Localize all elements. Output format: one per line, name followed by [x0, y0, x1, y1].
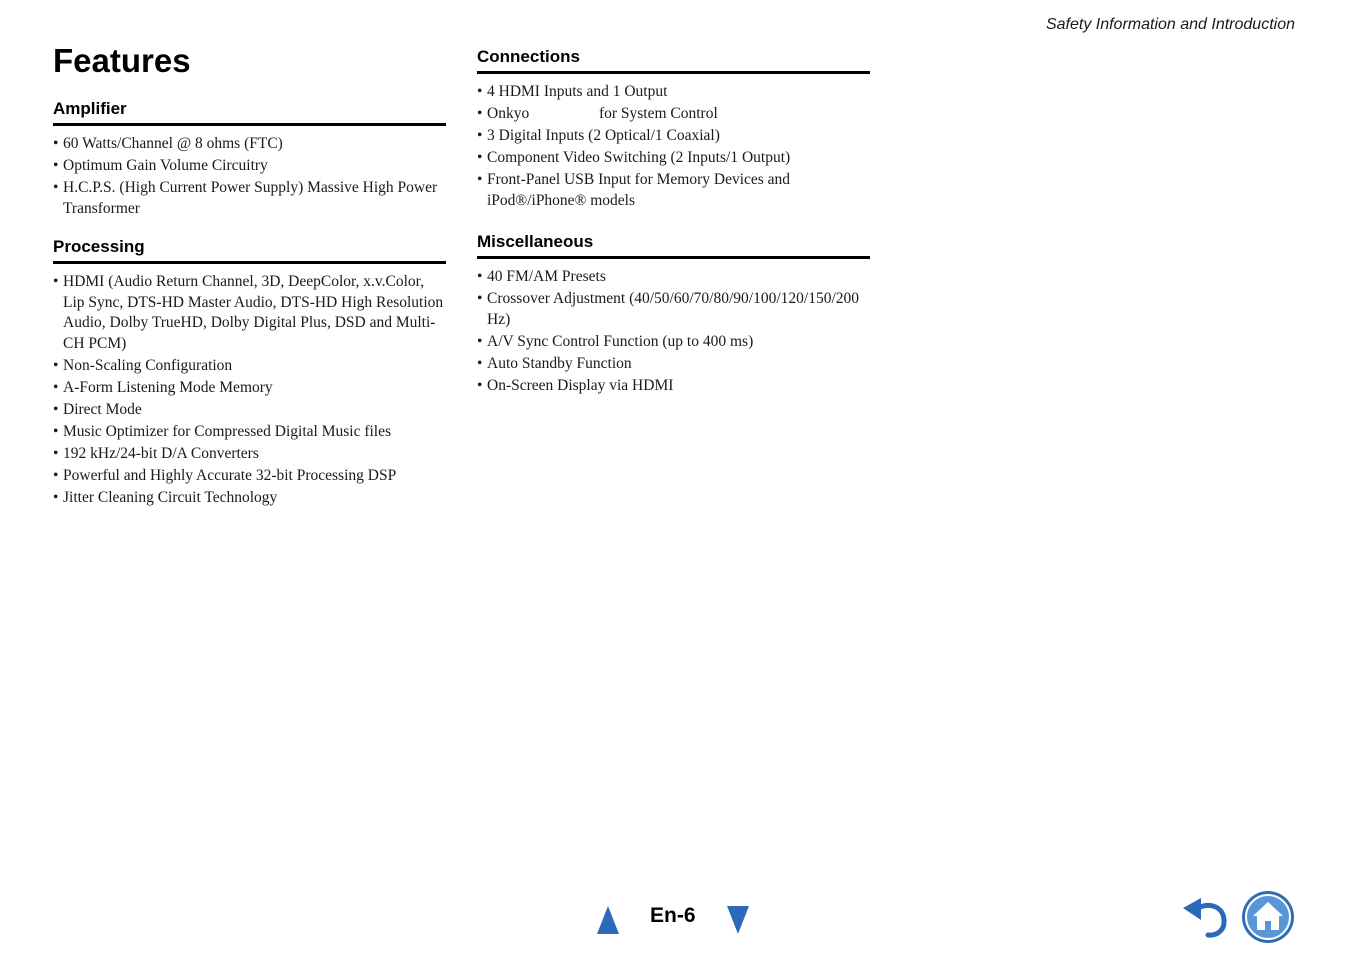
- bullet: •: [477, 268, 483, 285]
- bullet: •: [53, 179, 59, 196]
- next-page-arrow-icon[interactable]: [727, 906, 749, 934]
- list-item: • Music Optimizer for Compressed Digital Music files: [53, 422, 446, 443]
- list-item: • A/V Sync Control Function (up to 400 ms): [477, 332, 870, 353]
- list-item: • Auto Standby Function: [477, 354, 870, 375]
- bullet: •: [53, 273, 59, 290]
- list-item: • HDMI (Audio Return Channel, 3D, DeepColor, x.v.Color, Lip Sync, DTS-HD Master Audio, DTS-HD High Resolution Audio, Dolby TrueHD, Dolby Digital Plus, DSD and Multi-CH PCM): [53, 273, 444, 352]
- bullet: •: [477, 332, 483, 350]
- bullet: •: [53, 444, 59, 462]
- section-heading: Connections: [477, 47, 870, 74]
- list-item: • On-Screen Display via HDMI: [477, 376, 870, 397]
- list-item: • 40 FM/AM Presets: [477, 267, 870, 288]
- feature-list: [477, 267, 870, 396]
- list-item: • Optimum Gain Volume Circuitry: [53, 156, 446, 177]
- feature-list: [477, 82, 870, 211]
- miscellaneous-section: [477, 232, 870, 398]
- home-icon[interactable]: [1241, 890, 1295, 944]
- list-item: • 3 Digital Inputs (2 Optical/1 Coaxial): [477, 126, 870, 147]
- connections-section: [477, 47, 870, 213]
- bullet: •: [53, 422, 59, 440]
- page-title: Features: [53, 42, 191, 79]
- bullet: •: [477, 376, 483, 394]
- feature-list: [53, 134, 446, 219]
- list-item: • A-Form Listening Mode Memory: [53, 378, 446, 399]
- processing-section: [53, 237, 446, 510]
- list-item: • Powerful and Highly Accurate 32-bit Processing DSP: [53, 466, 446, 487]
- feature-list: [53, 272, 446, 508]
- back-arrow-icon[interactable]: [1181, 896, 1229, 938]
- list-item: • 4 HDMI Inputs and 1 Output: [477, 82, 870, 103]
- previous-page-arrow-icon[interactable]: [597, 906, 619, 934]
- bullet: •: [53, 135, 59, 152]
- amplifier-section: [53, 99, 446, 221]
- bullet: •: [477, 290, 483, 307]
- section-heading: Processing: [53, 237, 446, 264]
- section-heading: Amplifier: [53, 99, 446, 126]
- list-item: • Onkyo for System Control: [477, 104, 870, 125]
- list-item: • 192 kHz/24-bit D/A Converters: [53, 444, 446, 465]
- section-header: Safety Information and Introduction: [1045, 16, 1295, 33]
- bullet: •: [477, 149, 483, 166]
- bullet: •: [53, 157, 59, 174]
- list-item: • Front-Panel USB Input for Memory Devices and iPod®/iPhone® models: [477, 171, 791, 209]
- section-heading: Miscellaneous: [477, 232, 870, 259]
- list-item: • Direct Mode: [53, 400, 446, 421]
- list-item: • Component Video Switching (2 Inputs/1 Output): [477, 148, 870, 169]
- list-item: • Crossover Adjustment (40/50/60/70/80/90/100/120/150/200 Hz): [477, 290, 859, 328]
- bullet: •: [53, 400, 59, 418]
- bullet: •: [477, 127, 483, 144]
- bullet: •: [53, 378, 59, 396]
- bullet: •: [477, 354, 483, 372]
- bullet: •: [477, 105, 483, 122]
- page-number: En-6: [650, 904, 696, 927]
- bullet: •: [477, 171, 483, 188]
- list-item: • H.C.P.S. (High Current Power Supply) Massive High Power Transformer: [53, 179, 438, 217]
- list-item: • 60 Watts/Channel @ 8 ohms (FTC): [53, 134, 446, 155]
- list-item: • Jitter Cleaning Circuit Technology: [53, 488, 446, 509]
- list-item: • Non-Scaling Configuration: [53, 356, 446, 377]
- bullet: •: [477, 83, 483, 100]
- bullet: •: [53, 466, 59, 484]
- bullet: •: [53, 356, 59, 374]
- bullet: •: [53, 488, 59, 506]
